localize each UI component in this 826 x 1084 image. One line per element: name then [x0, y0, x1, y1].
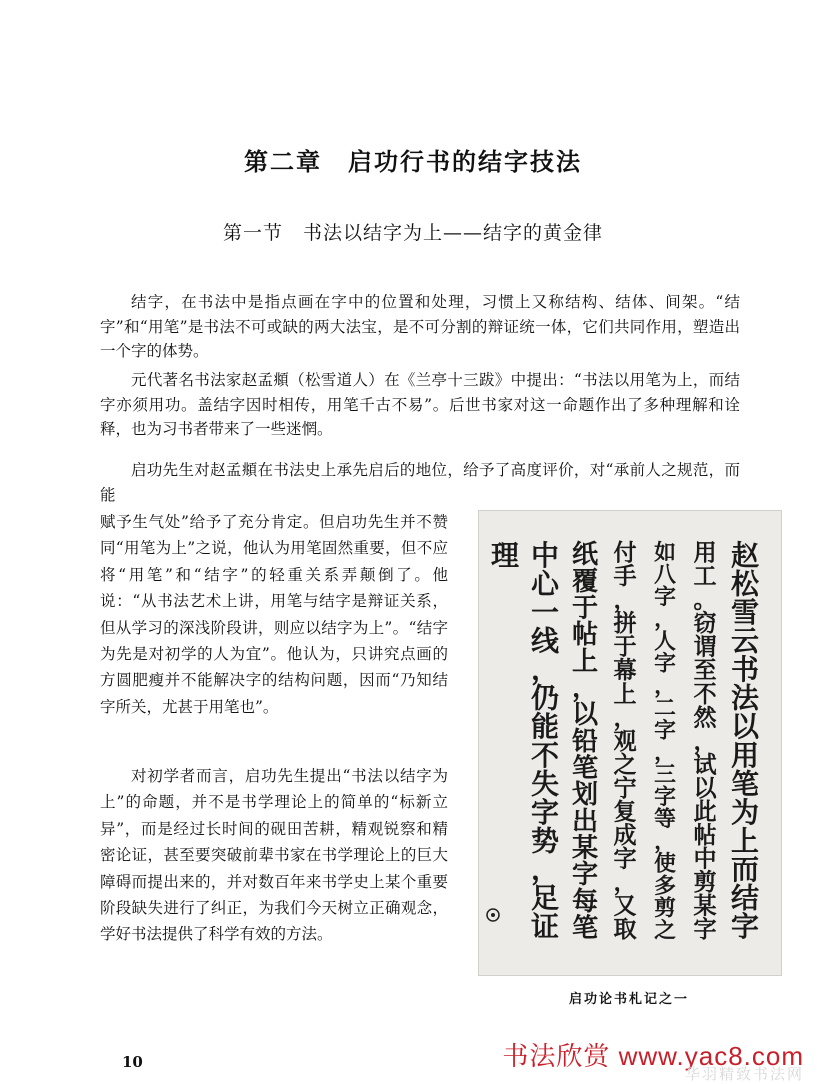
calligraphy-column: 赵松雪云书法以用笔为上而结字: [730, 538, 760, 944]
calligraphy-image: [478, 510, 782, 976]
paragraph-1: 结字，在书法中是指点画在字中的位置和处理，习惯上又称结构、结体、间架。“结字”和“用笔”是书法不可或缺的两大法宝，是不可分割的辩证统一体，它们共同作用，塑造出一个字的体势。: [100, 293, 740, 360]
calligraphy-column: 纸覆于帖上，以铅笔划出某字每笔: [571, 539, 599, 944]
site-watermark-sub: 华羽精致书法网: [684, 1066, 804, 1083]
calligraphy-column: 用工。窃谓至不然，试以此帖中剪某字: [693, 539, 717, 944]
section-title: 第一节 书法以结字为上——结字的黄金律: [222, 222, 603, 244]
site-watermark: 书法欣赏 www.yac8.com: [502, 1041, 804, 1071]
calligraphy-column: 中心一线，仍能不失字势，足证: [530, 538, 560, 944]
chapter-title: 第二章 启功行书的结字技法: [244, 147, 582, 176]
paragraph-2: 元代著名书法家赵孟頫（松雪道人）在《兰亭十三跋》中提出：“书法以用笔为上，而结字亦须用功。盖结字因时相传，用笔千古不易”。后世书家对这一命题作出了多种理解和诠释，也为习书者带来了一些迷惘。: [100, 371, 740, 438]
image-caption: 启功论书札记之一: [568, 992, 689, 1007]
paragraph-3: 启功先生对赵孟頫在书法史上承先启后的地位，给予了高度评价，对“承前人之规范，而能: [100, 461, 740, 504]
calligraphy-artwork: [479, 511, 781, 975]
page-number: 10: [122, 1053, 143, 1071]
calligraphy-column: 如八字，人字，二字，三字等，使多剪之: [654, 540, 676, 944]
calligraphy-column: 付手，拼于幕上，观之宁复成字，又取: [613, 539, 637, 944]
paragraph-4: 对初学者而言，启功先生提出“书法以结字为上”的命题，并不是书学理论上的简单的“标新立异”，而是经过长时间的砚田苦耕，精观锐察和精密论证，甚至要突破前辈书家在书学理论上的巨大障碍而提出来的，并对数百年来书学史上某个重要阶段缺失进行了纠正，为我们今天树立正确观念，学好书法提供了科学有效的方法。: [100, 767, 448, 944]
calligraphy-column: 理: [490, 538, 520, 572]
paragraph-3-continued: 赋予生气处”给予了充分肯定。但启功先生并不赞同“用笔为上”之说，他认为用笔固然重要，但不应将“用笔”和“结字”的轻重关系弄颠倒了。他说：“从书法艺术上讲，用笔与结字是辩证关系，但从学习的深浅阶段讲，则应以结字为上”。“结字为先是对初学的人为宜”。他认为，只讲究点画的方圆肥瘦并不能解决字的结构问题，因而“乃知结字所关，尤甚于用笔也”。: [100, 513, 448, 716]
